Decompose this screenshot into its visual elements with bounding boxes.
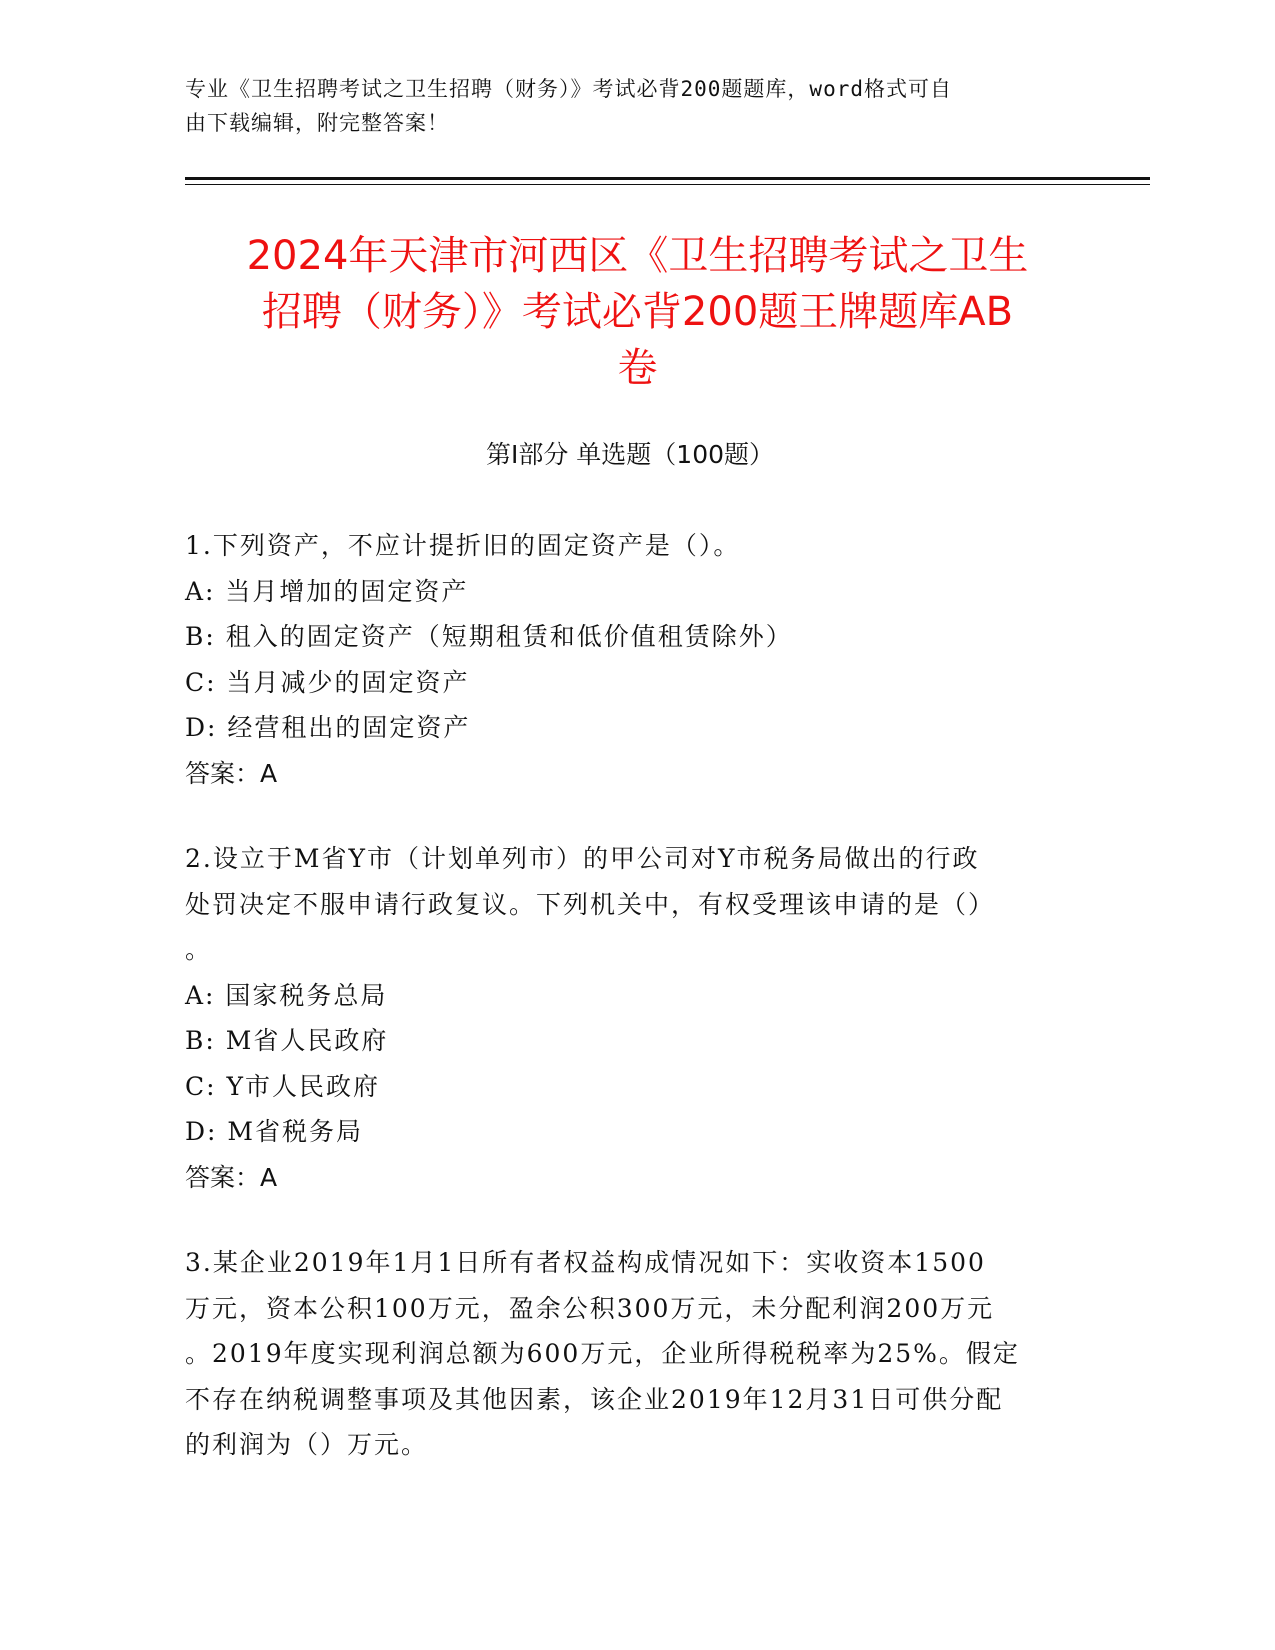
question-3-stem-line-2: 万元，资本公积100万元，盈余公积300万元，未分配利润200万元	[185, 1293, 995, 1323]
question-2-stem-line-1: 2.设立于M省Y市（计划单列市）的甲公司对Y市税务局做出的行政	[185, 844, 980, 873]
document-title-line-1: 2024年天津市河西区《卫生招聘考试之卫生	[246, 233, 1029, 279]
question-1-option-d: D: 经营租出的固定资产	[185, 713, 471, 742]
question-1-option-c: C: 当月减少的固定资产	[185, 667, 470, 697]
header-note-line-1: 专业《卫生招聘考试之卫生招聘（财务）》考试必背200题题库，word格式可自	[185, 77, 952, 101]
question-2	[185, 836, 1065, 1200]
question-3-stem-line-1: 3.某企业2019年1月1日所有者权益构成情况如下：实收资本1500	[185, 1248, 986, 1277]
question-1-stem: 1.下列资产，不应计提折旧的固定资产是（）。	[185, 531, 741, 560]
question-2-stem-line-3: 。	[185, 935, 213, 964]
question-1-answer: 答案：A	[185, 758, 278, 788]
question-2-option-c: C: Y市人民政府	[185, 1071, 381, 1101]
header-note-line-2: 由下载编辑，附完整答案！	[185, 111, 449, 135]
question-list	[185, 523, 1065, 1508]
question-3-stem-line-3: 。2019年度实现利润总额为600万元，企业所得税税率为25%。假定	[185, 1339, 1020, 1368]
question-2-option-d: D: M省税务局	[185, 1117, 364, 1146]
question-3	[185, 1240, 1065, 1468]
section-heading: 第Ⅰ部分 单选题（100题）	[485, 440, 775, 469]
question-2-answer: 答案：A	[185, 1162, 278, 1192]
header-divider-thick	[185, 177, 1150, 180]
question-2-stem-line-2: 处罚决定不服申请行政复议。下列机关中，有权受理该申请的是（）	[185, 889, 996, 919]
question-2-option-a: A: 国家税务总局	[185, 980, 388, 1010]
document-title	[175, 228, 1100, 396]
header-divider-thin	[185, 184, 1150, 185]
question-3-stem-line-5: 的利润为（）万元。	[185, 1430, 429, 1459]
question-1	[185, 523, 1065, 796]
question-1-option-a: A: 当月增加的固定资产	[185, 576, 469, 606]
document-title-line-2: 招聘（财务）》考试必背200题王牌题库AB	[261, 289, 1014, 335]
question-2-option-b: B: M省人民政府	[185, 1026, 389, 1055]
header-note	[185, 72, 1065, 140]
document-title-line-3: 卷	[617, 345, 658, 391]
question-1-option-b: B: 租入的固定资产（短期租赁和低价值租赁除外）	[185, 622, 793, 651]
question-3-stem-line-4: 不存在纳税调整事项及其他因素，该企业2019年12月31日可供分配	[185, 1384, 1004, 1414]
